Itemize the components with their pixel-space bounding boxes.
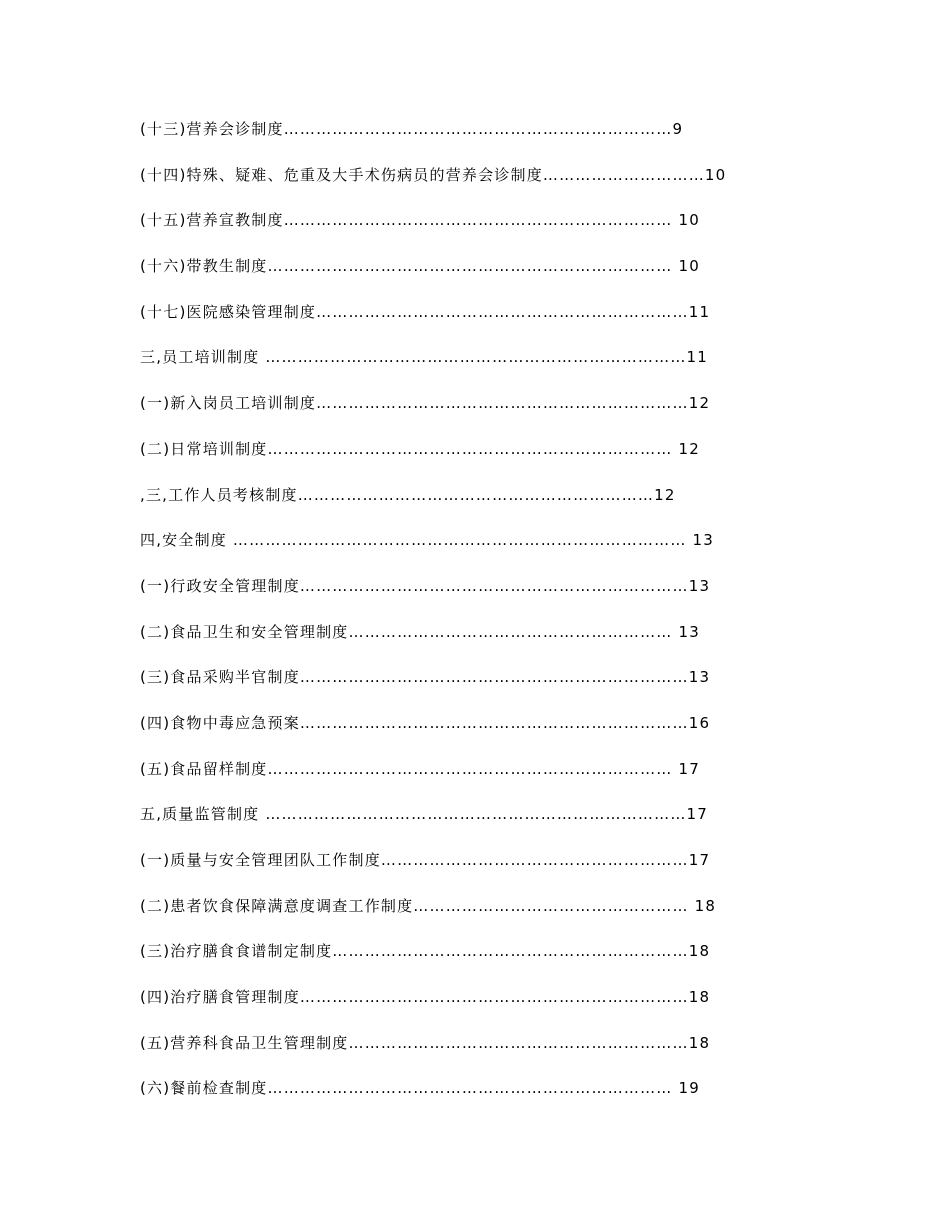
toc-entry: (二)日常培训制度………………………………………………………………… 12 xyxy=(140,439,700,458)
toc-entry: 五,质量监管制度 ……………………………………………………………………17 xyxy=(140,805,709,824)
toc-entry: (十四)特殊、疑难、危重及大手术伤病员的营养会诊制度…………………………10 xyxy=(140,165,727,184)
toc-entry: (一)行政安全管理制度………………………………………………………………13 xyxy=(140,576,711,595)
toc-entry: (十七)医院感染管理制度……………………………………………………………11 xyxy=(140,302,711,321)
toc-entry: (五)食品留样制度………………………………………………………………… 17 xyxy=(140,759,700,778)
toc-entry: (三)食品采购半官制度………………………………………………………………13 xyxy=(140,668,711,687)
toc-entry: (一)新入岗员工培训制度……………………………………………………………12 xyxy=(140,394,711,413)
toc-entry: 三,员工培训制度 ……………………………………………………………………11 xyxy=(140,348,709,367)
toc-entry: (五)营养科食品卫生管理制度………………………………………………………18 xyxy=(140,1033,711,1052)
toc-entry: (四)食物中毒应急预案………………………………………………………………16 xyxy=(140,713,711,732)
table-of-contents xyxy=(140,118,800,1123)
toc-entry: (二)患者饮食保障满意度调查工作制度…………………………………………… 18 xyxy=(140,896,717,915)
toc-entry: (六)餐前检查制度………………………………………………………………… 19 xyxy=(140,1079,700,1098)
toc-entry: (三)治疗膳食食谱制定制度…………………………………………………………18 xyxy=(140,942,711,961)
toc-entry: (四)治疗膳食管理制度………………………………………………………………18 xyxy=(140,988,711,1007)
toc-entry: (十三)营养会诊制度………………………………………………………………9 xyxy=(140,120,684,138)
toc-entry: (二)食品卫生和安全管理制度…………………………………………………… 13 xyxy=(140,622,700,641)
toc-entry: ,三,工作人员考核制度…………………………………………………………12 xyxy=(140,485,676,504)
toc-entry: (十五)营养宣教制度……………………………………………………………… 10 xyxy=(140,211,700,230)
toc-entry: (十六)带教生制度………………………………………………………………… 10 xyxy=(140,257,700,276)
toc-entry: (一)质量与安全管理团队工作制度…………………………………………………17 xyxy=(140,851,711,869)
toc-entry: 四,安全制度 ………………………………………………………………………… 13 xyxy=(140,531,714,550)
